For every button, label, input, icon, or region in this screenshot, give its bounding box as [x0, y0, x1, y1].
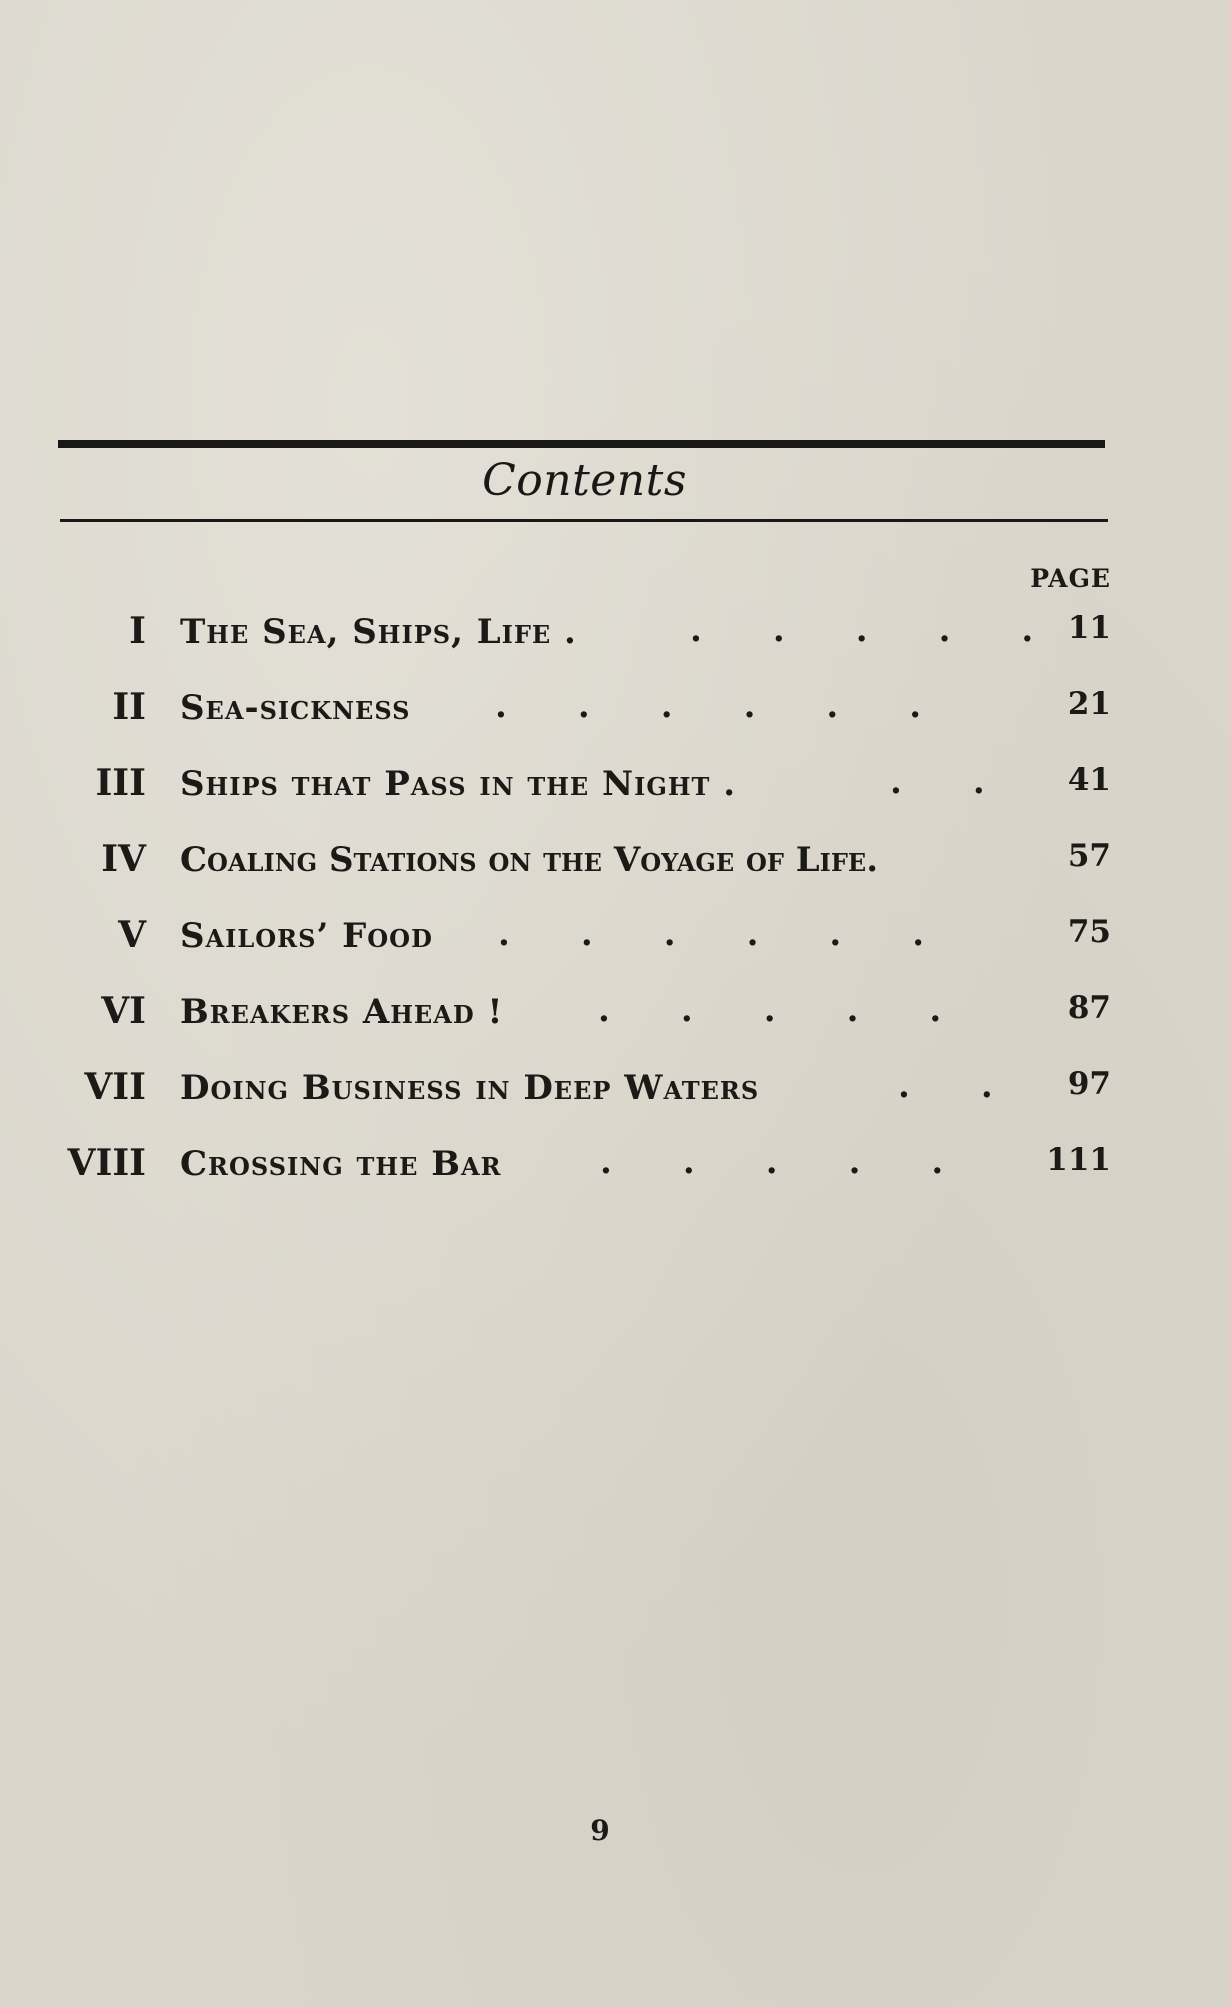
chapter-title: Coaling Stations on the Voyage of Life. — [180, 840, 879, 880]
dot-leader: . . — [898, 1066, 993, 1106]
chapter-page-number: 87 — [1067, 990, 1111, 1026]
chapter-title: Ships that Pass in the Night . — [180, 764, 737, 804]
chapter-title: The Sea, Ships, Life . — [180, 612, 577, 652]
chapter-numeral: III — [95, 762, 146, 804]
chapter-numeral: V — [118, 914, 146, 956]
chapter-title: Breakers Ahead ! — [180, 992, 504, 1032]
chapter-numeral: I — [129, 610, 146, 652]
dot-leader: . . . . . . — [498, 914, 925, 954]
dot-leader: . . . . . — [600, 1142, 944, 1182]
dot-leader: . . . . . . — [495, 686, 922, 726]
contents-heading: Contents — [482, 455, 687, 506]
heading-thin-rule — [60, 519, 1108, 522]
chapter-page-number: 11 — [1067, 610, 1111, 646]
toc-entry — [0, 914, 1231, 974]
page-column-label: PAGE — [1030, 564, 1111, 593]
chapter-title: Doing Business in Deep Waters — [180, 1068, 760, 1108]
dot-leader: . . . . . — [598, 990, 942, 1030]
chapter-numeral: VIII — [67, 1142, 146, 1184]
toc-entry — [0, 762, 1231, 822]
toc-entry — [0, 610, 1231, 670]
chapter-page-number: 21 — [1067, 686, 1111, 722]
dot-leader: . . — [890, 762, 985, 802]
chapter-numeral: IV — [101, 838, 146, 880]
chapter-title: Sailors’ Food — [180, 916, 433, 956]
chapter-numeral: II — [112, 686, 146, 728]
chapter-page-number: 75 — [1067, 914, 1111, 950]
chapter-title: Crossing the Bar — [180, 1144, 502, 1184]
toc-entry — [0, 686, 1231, 746]
chapter-page-number: 111 — [1046, 1142, 1111, 1178]
page-folio-number: 9 — [590, 1814, 610, 1847]
toc-entry — [0, 838, 1231, 898]
chapter-page-number: 57 — [1067, 838, 1111, 874]
chapter-page-number: 97 — [1067, 1066, 1111, 1102]
chapter-numeral: VII — [84, 1066, 146, 1108]
top-thick-rule — [58, 440, 1105, 448]
toc-entry — [0, 1142, 1231, 1202]
toc-entry — [0, 990, 1231, 1050]
chapter-page-number: 41 — [1067, 762, 1111, 798]
dot-leader: . . . . . — [690, 610, 1034, 650]
toc-entry — [0, 1066, 1231, 1126]
chapter-numeral: VI — [101, 990, 146, 1032]
chapter-title: Sea-sickness — [180, 688, 411, 728]
